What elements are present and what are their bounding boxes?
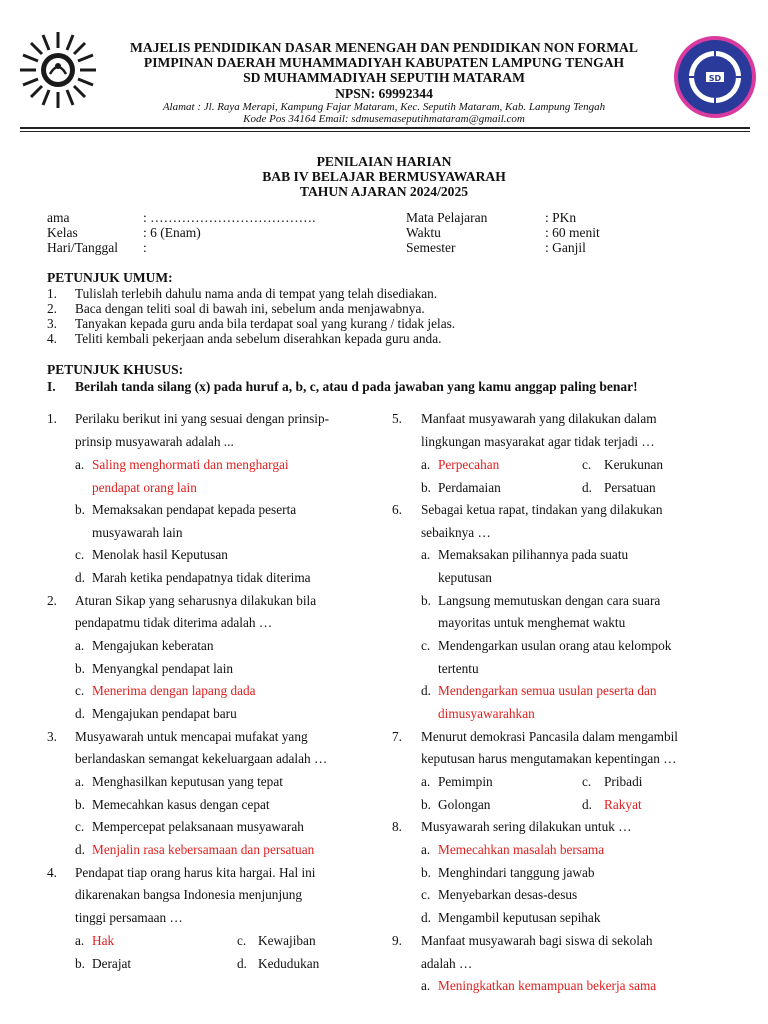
waktu-value: : 60 menit <box>545 225 600 240</box>
hari-label: Hari/Tanggal <box>47 240 119 255</box>
option-letter[interactable]: a. <box>75 933 85 948</box>
option-text[interactable]: Memecahkan kasus dengan cepat <box>92 797 270 812</box>
kelas-label: Kelas <box>47 225 78 240</box>
option-letter[interactable]: c. <box>421 638 431 653</box>
option-text[interactable]: Mendengarkan usulan orang atau kelompok <box>438 638 672 653</box>
question-text: Sebagai ketua rapat, tindakan yang dilakukan <box>421 502 663 517</box>
question-text: sebaiknya … <box>421 525 491 540</box>
petunjuk-item: Tulislah terlebih dahulu nama anda di tempat yang telah disediakan. <box>75 286 438 301</box>
question-number: 7. <box>392 729 402 744</box>
header-line-2: PIMPINAN DAERAH MUHAMMADIYAH KABUPATEN LAMPUNG TENGAH <box>143 55 625 70</box>
option-text[interactable]: Kedudukan <box>258 956 320 971</box>
option-answer[interactable]: Rakyat <box>604 797 642 812</box>
option-text[interactable]: mayoritas untuk menghemat waktu <box>438 615 626 630</box>
mapel-value: : PKn <box>545 210 577 225</box>
option-letter[interactable]: a. <box>421 978 431 993</box>
option-letter[interactable]: a. <box>75 638 85 653</box>
option-letter[interactable]: c. <box>582 457 592 472</box>
petunjuk-umum-heading: PETUNJUK UMUM: <box>47 270 173 285</box>
petunjuk-item: Baca dengan teliti soal di bawah ini, sebelum anda menjawabnya. <box>75 301 425 316</box>
option-letter[interactable]: c. <box>75 819 85 834</box>
question-text: Musyawarah untuk mencapai mufakat yang <box>75 729 308 744</box>
option-letter[interactable]: b. <box>75 797 85 812</box>
option-letter[interactable]: d. <box>582 797 592 812</box>
option-letter[interactable]: a. <box>421 774 431 789</box>
question-number: 4. <box>47 865 57 880</box>
question-text: Menurut demokrasi Pancasila dalam mengambil <box>421 729 679 744</box>
option-text[interactable]: keputusan <box>438 570 492 585</box>
option-text[interactable]: Mengajukan pendapat baru <box>92 706 237 721</box>
option-answer[interactable]: Meningkatkan kemampuan bekerja sama <box>438 978 657 993</box>
semester-label: Semester <box>406 240 456 255</box>
option-text[interactable]: Memaksakan pilihannya pada suatu <box>438 547 629 562</box>
petunjuk-item: Tanyakan kepada guru anda bila terdapat soal yang kurang / tidak jelas. <box>75 316 456 331</box>
question-text: adalah … <box>421 956 473 971</box>
option-text[interactable]: Golongan <box>438 797 491 812</box>
title-penilaian: PENILAIAN HARIAN <box>316 154 452 169</box>
option-answer[interactable]: Mendengarkan semua usulan peserta dan <box>438 683 657 698</box>
option-letter[interactable]: b. <box>75 661 85 676</box>
option-text[interactable]: musyawarah lain <box>92 525 183 540</box>
question-number: 9. <box>392 933 402 948</box>
section-roman-numeral: I. <box>47 379 56 394</box>
question-number: 6. <box>392 502 402 517</box>
option-letter[interactable]: c. <box>582 774 592 789</box>
question-text: Aturan Sikap yang seharusnya dilakukan bila <box>75 593 317 608</box>
option-letter[interactable]: b. <box>421 480 431 495</box>
option-text[interactable]: Mengajukan keberatan <box>92 638 214 653</box>
option-letter[interactable]: d. <box>75 706 85 721</box>
question-number: 5. <box>392 411 402 426</box>
header-npsn: NPSN: 69992344 <box>335 86 433 101</box>
option-letter[interactable]: d. <box>582 480 592 495</box>
kelas-value: : 6 (Enam) <box>143 225 201 240</box>
header-postal-email: Kode Pos 34164 Email: sdmusemaseputihmataram@gmail.com <box>243 113 525 125</box>
question-number: 8. <box>392 819 402 834</box>
option-answer[interactable]: Memecahkan masalah bersama <box>438 842 605 857</box>
hari-field[interactable]: : <box>143 240 147 255</box>
option-text[interactable]: Menghasilkan keputusan yang tepat <box>92 774 283 789</box>
option-letter[interactable]: d. <box>75 842 85 857</box>
header-address: Alamat : Jl. Raya Merapi, Kampung Fajar Mataram, Kec. Seputih Mataram, Kab. Lampung Tengah <box>162 101 606 113</box>
option-letter[interactable]: c. <box>75 547 85 562</box>
title-bab: BAB IV BELAJAR BERMUSYAWARAH <box>262 169 506 184</box>
question-text: lingkungan masyarakat agar tidak terjadi … <box>421 434 655 449</box>
waktu-label: Waktu <box>406 225 441 240</box>
option-letter[interactable]: b. <box>421 865 431 880</box>
petunjuk-item: Teliti kembali pekerjaan anda sebelum diserahkan kepada guru anda. <box>75 331 442 346</box>
question-number: 2. <box>47 593 57 608</box>
option-answer[interactable]: Menerima dengan lapang dada <box>92 683 256 698</box>
header-line-3: SD MUHAMMADIYAH SEPUTIH MATARAM <box>243 70 525 85</box>
option-text[interactable]: Kewajiban <box>258 933 316 948</box>
question-text: Musyawarah sering dilakukan untuk … <box>421 819 632 834</box>
petunjuk-number: 2. <box>47 301 57 316</box>
option-text[interactable]: Mengambil keputusan sepihak <box>438 910 601 925</box>
option-letter[interactable]: a. <box>421 457 431 472</box>
option-text[interactable]: tertentu <box>438 661 479 676</box>
option-text[interactable]: Langsung memutuskan dengan cara suara <box>438 593 661 608</box>
question-text: Manfaat musyawarah bagi siswa di sekolah <box>421 933 653 948</box>
option-text[interactable]: Mempercepat pelaksanaan musyawarah <box>92 819 304 834</box>
question-text: Perilaku berikut ini yang sesuai dengan prinsip- <box>75 411 330 426</box>
question-text: tinggi persamaan … <box>75 910 183 925</box>
question-text: Pendapat tiap orang harus kita hargai. Hal ini <box>75 865 316 880</box>
option-text[interactable]: Menghindari tanggung jawab <box>438 865 595 880</box>
option-letter[interactable]: a. <box>75 457 85 472</box>
question-text: berlandaskan semangat kekeluargaan adalah … <box>75 751 328 766</box>
section-instruction: Berilah tanda silang (x) pada huruf a, b, c, atau d pada jawaban yang kamu anggap paling benar! <box>75 379 638 394</box>
option-text[interactable]: Pribadi <box>604 774 643 789</box>
option-text[interactable]: Menyangkal pendapat lain <box>92 661 234 676</box>
option-answer[interactable]: pendapat orang lain <box>92 480 197 495</box>
question-number: 3. <box>47 729 57 744</box>
option-answer[interactable]: Hak <box>92 933 115 948</box>
option-letter[interactable]: b. <box>421 593 431 608</box>
question-text: prinsip musyawarah adalah ... <box>75 434 234 449</box>
svg-text:SD: SD <box>708 74 722 83</box>
option-letter[interactable]: b. <box>75 956 85 971</box>
question-text: pendapatmu tidak diterima adalah … <box>75 615 273 630</box>
question-text: dikarenakan bangsa Indonesia menjunjung <box>75 887 303 902</box>
option-answer[interactable]: Perpecahan <box>438 457 500 472</box>
option-letter[interactable]: d. <box>421 683 431 698</box>
option-answer[interactable]: Saling menghormati dan menghargai <box>92 457 289 472</box>
petunjuk-number: 3. <box>47 316 57 331</box>
question-text: keputusan harus mengutamakan kepentingan … <box>421 751 677 766</box>
title-tahun-ajaran: TAHUN AJARAN 2024/2025 <box>299 184 469 199</box>
option-letter[interactable]: d. <box>75 570 85 585</box>
option-letter[interactable]: c. <box>421 887 431 902</box>
option-text[interactable]: Kerukunan <box>604 457 664 472</box>
option-text[interactable]: Marah ketika pendapatnya tidak diterima <box>92 570 311 585</box>
option-letter[interactable]: c. <box>237 933 247 948</box>
option-letter[interactable]: b. <box>421 797 431 812</box>
school-logo <box>672 34 758 120</box>
header-rule-thin <box>20 131 750 132</box>
mapel-label: Mata Pelajaran <box>406 210 488 225</box>
option-text[interactable]: Pemimpin <box>438 774 493 789</box>
option-text[interactable]: Persatuan <box>604 480 656 495</box>
option-text[interactable]: Memaksakan pendapat kepada peserta <box>92 502 297 517</box>
question-text: Manfaat musyawarah yang dilakukan dalam <box>421 411 657 426</box>
option-text[interactable]: Derajat <box>92 956 132 971</box>
option-letter[interactable]: a. <box>75 774 85 789</box>
option-letter[interactable]: a. <box>421 547 431 562</box>
option-letter[interactable]: c. <box>75 683 85 698</box>
muhammadiyah-logo <box>18 30 98 110</box>
question-number: 1. <box>47 411 57 426</box>
petunjuk-number: 4. <box>47 331 57 346</box>
option-answer[interactable]: Menjalin rasa kebersamaan dan persatuan <box>92 842 315 857</box>
option-letter[interactable]: b. <box>75 502 85 517</box>
semester-value: : Ganjil <box>545 240 586 255</box>
option-text[interactable]: Menolak hasil Keputusan <box>92 547 228 562</box>
header-rule-thick <box>20 127 750 129</box>
option-answer[interactable]: dimusyawarahkan <box>438 706 535 721</box>
header-line-1: MAJELIS PENDIDIKAN DASAR MENENGAH DAN PENDIDIKAN NON FORMAL <box>130 40 638 55</box>
option-text[interactable]: Perdamaian <box>438 480 501 495</box>
petunjuk-khusus-heading: PETUNJUK KHUSUS: <box>47 362 184 377</box>
option-letter[interactable]: a. <box>421 842 431 857</box>
option-text[interactable]: Menyebarkan desas-desus <box>438 887 578 902</box>
nama-field[interactable]: : ………………………………. <box>143 210 316 225</box>
option-letter[interactable]: d. <box>421 910 431 925</box>
petunjuk-number: 1. <box>47 286 57 301</box>
nama-label: ama <box>47 210 70 225</box>
option-letter[interactable]: d. <box>237 956 247 971</box>
